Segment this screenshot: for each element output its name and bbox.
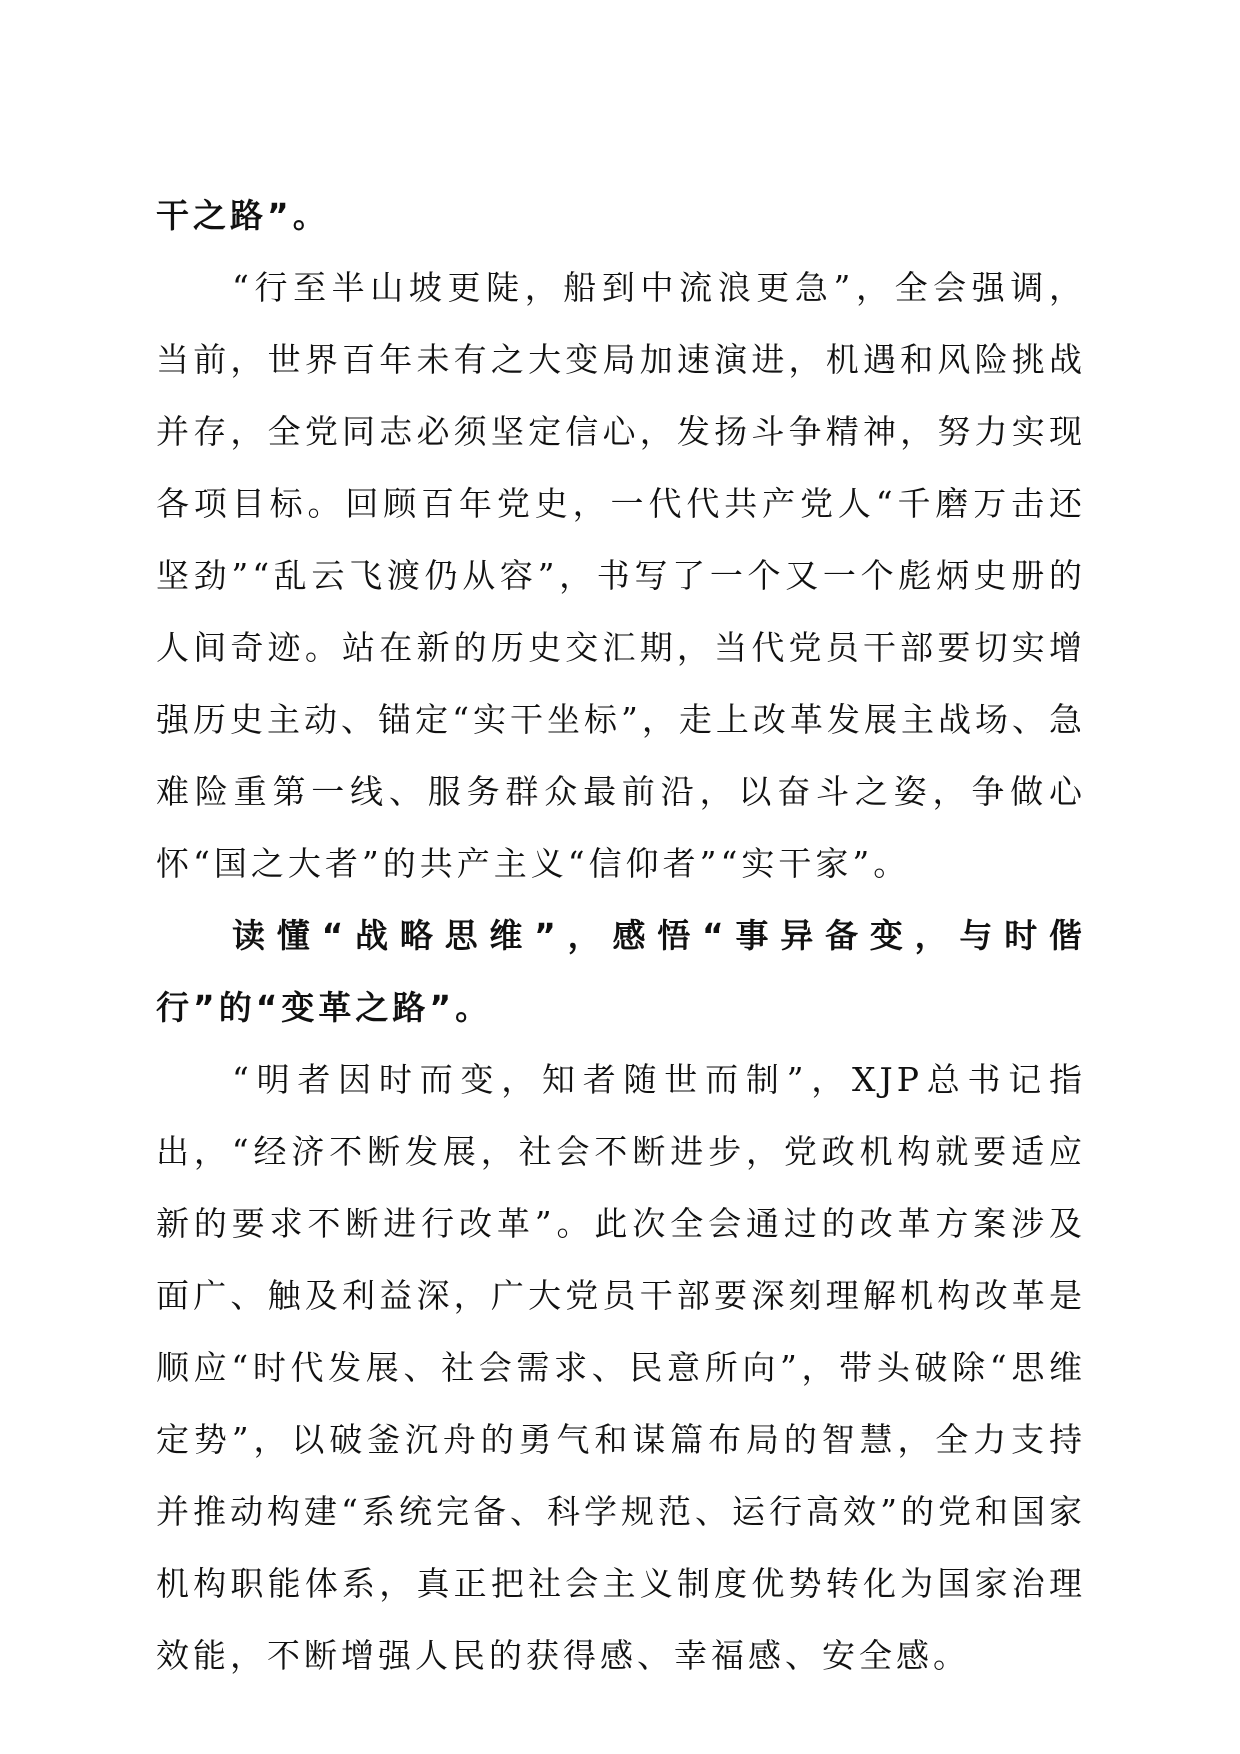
heading-continuation: 干之路”。 — [156, 196, 330, 235]
document-body — [156, 180, 1086, 1692]
body-paragraph-2: “明者因时而变，知者随世而制”，XJP总书记指出，“经济不断发展，社会不断进步，党政机构就要适应新的要求不断进行改革”。此次全会通过的改革方案涉及面广、触及利益深，广大党员干部要深刻理解机构改革是顺应“时代发展、社会需求、民意所向”，带头破除“思维定势”，以破釜沉舟的勇气和谋篇布局的智慧，全力支持并推动构建“系统完备、科学规范、运行高效”的党和国家机构职能体系，真正把社会主义制度优势转化为国家治理效能，不断增强人民的获得感、幸福感、安全感。 — [156, 1060, 1086, 1675]
body-paragraph-1: “行至半山坡更陡，船到中流浪更急”，全会强调，当前，世界百年未有之大变局加速演进，机遇和风险挑战并存，全党同志必须坚定信心，发扬斗争精神，努力实现各项目标。回顾百年党史，一代代共产党人“千磨万击还坚劲”“乱云飞渡仍从容”，书写了一个又一个彪炳史册的人间奇迹。站在新的历史交汇期，当代党员干部要切实增强历史主动、锚定“实干坐标”，走上改革发展主战场、急难险重第一线、服务群众最前沿，以奋斗之姿，争做心怀“国之大者”的共产主义“信仰者”“实干家”。 — [156, 268, 1086, 883]
section-heading: 读懂“战略思维”，感悟“事异备变，与时偕行”的“变革之路”。 — [156, 916, 1086, 1027]
